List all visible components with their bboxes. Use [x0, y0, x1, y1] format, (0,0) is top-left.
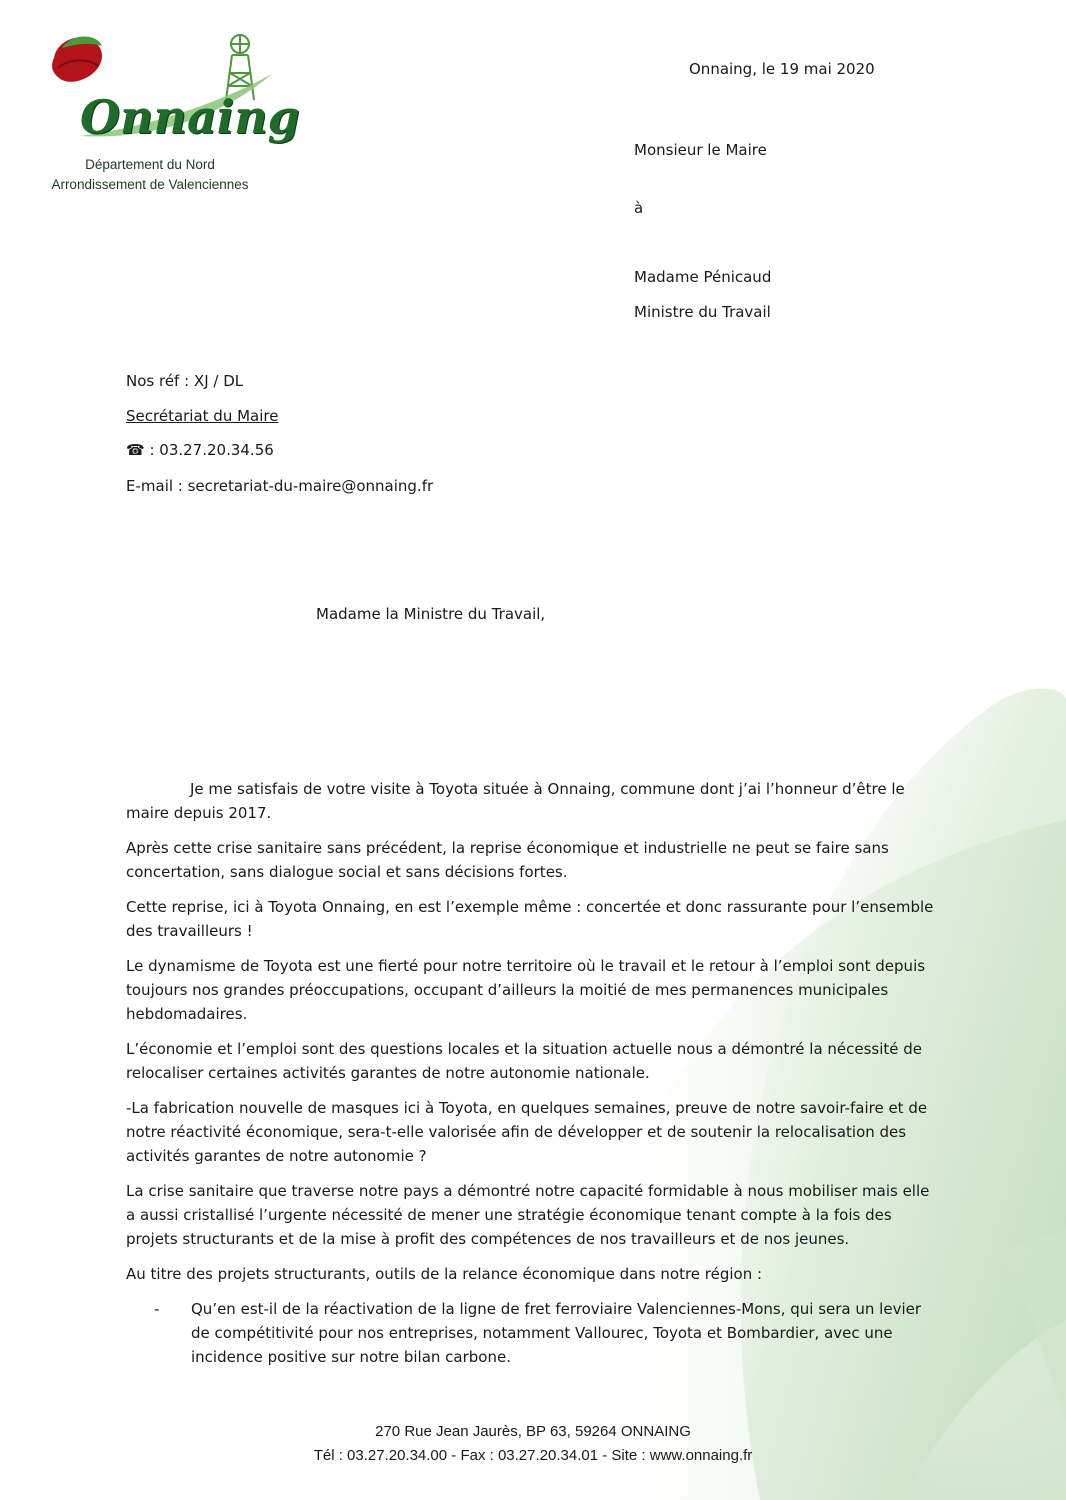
municipal-logo [40, 28, 300, 198]
list-item [126, 1297, 941, 1369]
recipient-title: Ministre du Travail [634, 303, 771, 321]
body-paragraph: La crise sanitaire que traverse notre pays a démontré notre capacité formidable à nous mobiliser mais elle a aussi cristallisé l’urgente nécessité de mener une stratégie économique tenant compte à la fois des projets structurants et de la mise à profit des compétences de nos travailleurs et de nos jeunes. [126, 1182, 930, 1248]
list-item-text: Qu’en est-il de la réactivation de la ligne de fret ferroviaire Valenciennes-Mons, qui sera un levier de compétitivité pour nos entreprises, notamment Vallourec, Toyota et Bombardier, avec une incidence positive sur notre bilan carbone. [191, 1300, 922, 1366]
body-paragraph: Au titre des projets structurants, outils de la relance économique dans notre région : [126, 1265, 763, 1283]
body-paragraph: Après cette crise sanitaire sans précédent, la reprise économique et industrielle ne peut se faire sans concertation, sans dialogue social et sans décisions fortes. [126, 839, 889, 881]
arrondissement-label: Arrondissement de Valenciennes [51, 177, 249, 192]
reference-number: Nos réf : XJ / DL [126, 372, 244, 390]
phone-number: : 03.27.20.34.56 [144, 441, 274, 459]
salutation: Madame la Ministre du Travail, [316, 605, 546, 623]
letter-date: Onnaing, le 19 mai 2020 [689, 60, 875, 78]
telephone-icon: ☎ [126, 441, 145, 459]
bullet-dash: - [154, 1300, 160, 1318]
footer-address: 270 Rue Jean Jaurès, BP 63, 59264 ONNAING [375, 1423, 691, 1440]
logo-wordmark: Onnaing [80, 90, 300, 144]
recipient-preposition: à [634, 199, 644, 217]
sender-title: Monsieur le Maire [634, 141, 767, 159]
footer-contact: Tél : 03.27.20.34.00 - Fax : 03.27.20.34.01 - Site : www.onnaing.fr [313, 1447, 753, 1464]
body-paragraph: -La fabrication nouvelle de masques ici à Toyota, en quelques semaines, preuve de notre savoir-faire et de notre réactivité économique, sera-t-elle valorisée afin de développer et de soutenir la relocalisation des activités garantes de notre autonomie ? [126, 1099, 928, 1165]
email-line: E-mail : secretariat-du-maire@onnaing.fr [126, 477, 434, 495]
body-paragraph: Je me satisfais de votre visite à Toyota située à Onnaing, commune dont j’ai l’honneur d’être le maire depuis 2017. [126, 780, 905, 822]
department-label: Département du Nord [85, 157, 215, 172]
body-paragraph: Cette reprise, ici à Toyota Onnaing, en est l’exemple même : concertée et donc rassurante pour l’ensemble des travailleurs ! [126, 898, 934, 940]
body-paragraph: L’économie et l’emploi sont des questions locales et la situation actuelle nous a démontré la nécessité de relocaliser certaines activités garantes de notre autonomie nationale. [126, 1040, 923, 1082]
phone-line [126, 441, 274, 459]
body-paragraph: Le dynamisme de Toyota est une fierté pour notre territoire où le travail et le retour à l’emploi sont depuis toujours nos grandes préoccupations, occupant d’ailleurs la moitié de mes permanences municipales hebdomadaires. [126, 957, 926, 1023]
letter-body [126, 777, 941, 1369]
recipient-name: Madame Pénicaud [634, 268, 772, 286]
secretariat-label: Secrétariat du Maire [126, 407, 279, 425]
